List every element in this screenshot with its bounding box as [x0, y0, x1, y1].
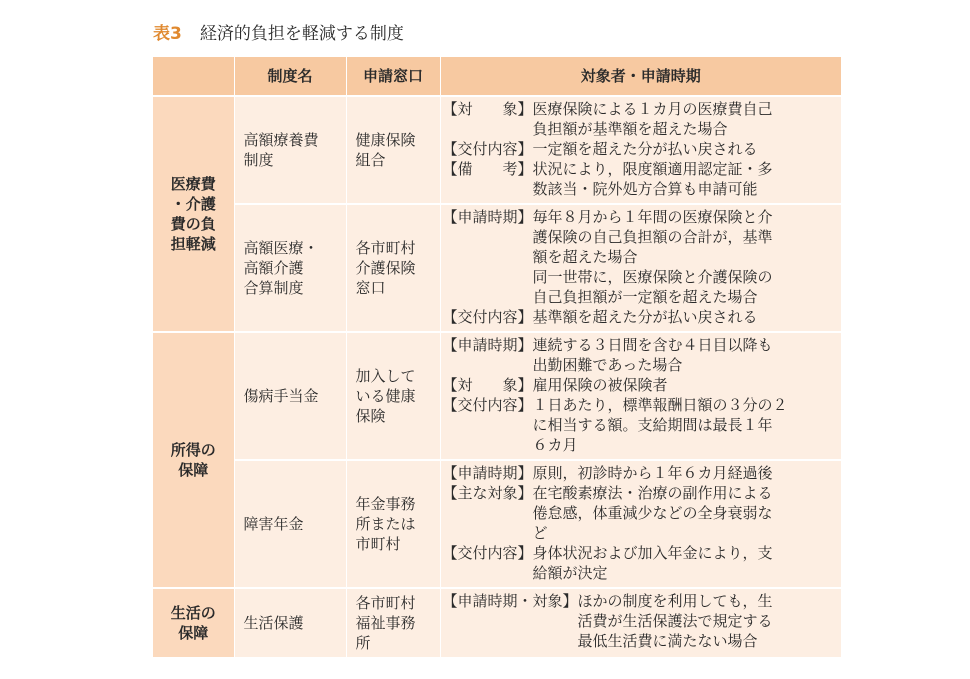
- item-label: 【備 考】: [442, 160, 533, 178]
- system-name-cell: 障害年金: [234, 460, 346, 588]
- detail-item: [443, 207, 838, 307]
- detail-item: [443, 591, 838, 651]
- item-text: 毎年８月から１年間の医療保険と介 護保険の自己負担額の合計が，基準 額を超えた場合 同一世帯に，医療保険と介護保険の 自己負担額が一定額を超えた場合: [532, 208, 773, 306]
- item-text: 連続する３日間を含む４日目以降も 出勤困難であった場合: [532, 336, 773, 374]
- benefits-table: [153, 57, 841, 659]
- item-text: 一定額を超えた分が払い戻される: [532, 140, 758, 158]
- window-cell: 加入して いる健康 保険: [346, 332, 440, 460]
- system-name-cell: 生活保護: [234, 588, 346, 658]
- header-row: [153, 57, 841, 96]
- window-cell: 年金事務 所または 市町村: [346, 460, 440, 588]
- item-label: 【交付内容】: [442, 544, 533, 562]
- item-text: 身体状況および加入年金により，支 給額が決定: [532, 544, 773, 582]
- category-cell: 生活の 保障: [153, 588, 234, 658]
- table-caption: [153, 22, 404, 46]
- window-cell: 健康保険 組合: [346, 96, 440, 204]
- item-text: １日あたり，標準報酬日額の３分の２ に相当する額。支給期間は最長１年 ６カ月: [532, 396, 788, 454]
- header-system-name: 制度名: [234, 57, 346, 96]
- system-name-cell: 高額医療・ 高額介護 合算制度: [234, 204, 346, 332]
- item-label: 【対 象】: [442, 376, 533, 394]
- table-row: [153, 332, 841, 460]
- header-category: [153, 57, 234, 96]
- detail-item: [443, 307, 838, 327]
- item-label: 【対 象】: [442, 100, 533, 118]
- item-text: 状況により，限度額適用認定証・多 数該当・院外処方合算も申請可能: [532, 160, 773, 198]
- detail-item: [443, 395, 838, 455]
- item-text: 雇用保険の被保険者: [532, 376, 668, 394]
- table-row: [153, 460, 841, 588]
- item-text: ほかの制度を利用しても，生 活費が生活保護法で規定する 最低生活費に満たない場合: [577, 592, 773, 650]
- detail-item: [443, 99, 838, 139]
- detail-cell: [440, 96, 841, 204]
- item-text: 医療保険による１カ月の医療費自己 負担額が基準額を超えた場合: [532, 100, 773, 138]
- header-eligibility-timing: 対象者・申請時期: [440, 57, 841, 96]
- detail-item: [443, 375, 838, 395]
- detail-cell: [440, 204, 841, 332]
- window-cell: 各市町村 介護保険 窓口: [346, 204, 440, 332]
- detail-item: [443, 159, 838, 199]
- table-row: [153, 588, 841, 658]
- header-application-window: 申請窓口: [346, 57, 440, 96]
- item-label: 【主な対象】: [442, 484, 533, 502]
- window-cell: 各市町村 福祉事務 所: [346, 588, 440, 658]
- detail-item: [443, 483, 838, 543]
- detail-cell: [440, 588, 841, 658]
- detail-cell: [440, 460, 841, 588]
- category-cell: 所得の 保障: [153, 332, 234, 588]
- item-label: 【申請時期】: [442, 208, 533, 226]
- item-label: 【交付内容】: [442, 396, 533, 414]
- table-row: [153, 204, 841, 332]
- item-label: 【申請時期】: [442, 464, 533, 482]
- item-text: 在宅酸素療法・治療の副作用による 倦怠感，体重減少などの全身衰弱な ど: [532, 484, 773, 542]
- item-label: 【申請時期・対象】: [442, 592, 578, 610]
- item-text: 基準額を超えた分が払い戻される: [532, 308, 758, 326]
- detail-item: [443, 139, 838, 159]
- detail-item: [443, 335, 838, 375]
- item-text: 原則，初診時から１年６カ月経過後: [532, 464, 773, 482]
- detail-cell: [440, 332, 841, 460]
- system-name-cell: 傷病手当金: [234, 332, 346, 460]
- system-name-cell: 高額療養費 制度: [234, 96, 346, 204]
- table-row: [153, 96, 841, 204]
- item-label: 【交付内容】: [442, 140, 533, 158]
- table-title: 経済的負担を軽減する制度: [199, 24, 404, 44]
- item-label: 【交付内容】: [442, 308, 533, 326]
- detail-item: [443, 463, 838, 483]
- table-number: 表3: [153, 24, 182, 44]
- detail-item: [443, 543, 838, 583]
- category-cell: 医療費 ・介護 費の負 担軽減: [153, 96, 234, 332]
- item-label: 【申請時期】: [442, 336, 533, 354]
